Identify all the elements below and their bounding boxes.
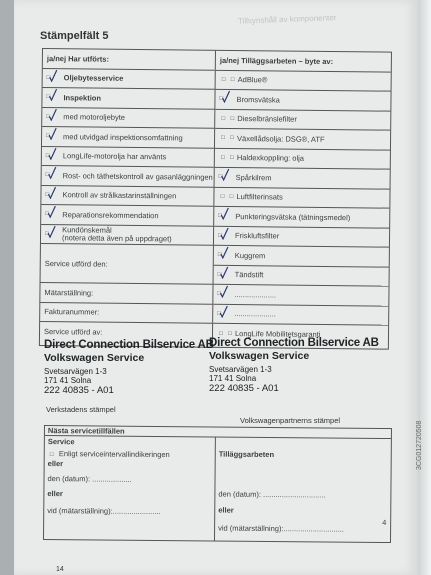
stamp-brand: Volkswagen Service bbox=[209, 350, 310, 363]
extra-date-field[interactable]: den (datum): .............................. bbox=[218, 489, 326, 500]
right-row-timingbelt bbox=[214, 246, 389, 267]
item-label: Haldexkoppling: olja bbox=[236, 153, 305, 163]
tick-mark[interactable]: □ bbox=[218, 249, 232, 261]
item-label: Kundönskemål bbox=[62, 225, 112, 235]
tick-mark[interactable]: □ bbox=[45, 189, 59, 201]
item-label: Växellådsolja: DSG®, ATF bbox=[237, 133, 325, 144]
next-service-box bbox=[43, 425, 392, 543]
right-row-belt bbox=[215, 168, 390, 189]
next-date-field[interactable]: den (datum): ................... bbox=[47, 474, 132, 484]
partner-stamp-right bbox=[209, 337, 379, 395]
right-row-gearbox: □ □ Växellådsolja: DSG®, ATF bbox=[215, 129, 390, 150]
stamp-street: Svetsarvägen 1-3 bbox=[44, 367, 107, 377]
tick-mark[interactable]: □ bbox=[46, 91, 60, 103]
item-label: LongLife-motorolja har använts bbox=[62, 151, 167, 162]
binding-spine bbox=[418, 0, 431, 575]
tick-mark[interactable]: □ bbox=[46, 169, 60, 181]
right-row-diesel: □ □ Dieselbränslefilter bbox=[215, 109, 390, 130]
stamp-city: 171 41 Solna bbox=[44, 376, 92, 386]
tick-mark[interactable]: □ bbox=[218, 269, 232, 281]
page-title: Stämpelfält 5 bbox=[40, 30, 109, 42]
stamp-table bbox=[39, 48, 392, 350]
stamp-brand: Volkswagen Service bbox=[44, 352, 145, 365]
item-note: (notera detta även på uppdraget) bbox=[61, 232, 172, 244]
right-row-brake bbox=[215, 90, 390, 111]
right-row-cabinfilter bbox=[214, 226, 389, 247]
left-row-inspection bbox=[42, 88, 214, 109]
left-row-gas bbox=[42, 166, 214, 187]
tick-mark[interactable]: □ bbox=[46, 130, 60, 142]
next-service-heading: Nästa servicetillfällen bbox=[45, 426, 391, 439]
left-row-longlife bbox=[42, 147, 214, 168]
next-mileage-field[interactable]: vid (mätarställning):....................... bbox=[47, 506, 161, 517]
item-label: Kuggrem bbox=[234, 250, 266, 261]
left-row-repair bbox=[41, 205, 213, 226]
stamp-company: Direct Connection Bilservice AB bbox=[44, 339, 214, 351]
item-label: Punkteringsvätska (tätningsmedel) bbox=[235, 211, 351, 222]
side-code: 3CG012720508 bbox=[416, 420, 423, 470]
or-label: eller bbox=[47, 489, 63, 499]
right-row-airfilter: □ □ Luftfilterinsats bbox=[214, 187, 389, 208]
next-service-label: Service bbox=[47, 437, 75, 447]
tick-mark[interactable]: □ bbox=[47, 72, 61, 84]
extra-mileage-field[interactable]: vid (mätarställning):............................. bbox=[218, 523, 345, 534]
invoice-field[interactable] bbox=[40, 302, 212, 323]
right-row-sealant bbox=[214, 207, 389, 228]
item-label: Reparationsrekommendation bbox=[62, 209, 159, 220]
item-label: Luftfilterinsats bbox=[236, 192, 283, 202]
item-label: Friskluftsfilter bbox=[234, 231, 280, 241]
item-label: Dieselbränslefilter bbox=[237, 114, 297, 124]
or-label: eller bbox=[218, 505, 234, 515]
extra-work-heading: Tilläggsarbeten bbox=[218, 449, 275, 460]
stamp-id: 222 40835 - A01 bbox=[44, 384, 114, 396]
tick-mark[interactable]: □ bbox=[219, 93, 233, 105]
tick-mark[interactable]: □ bbox=[217, 308, 231, 320]
item-label-group bbox=[62, 226, 172, 243]
service-date-field[interactable] bbox=[41, 244, 213, 285]
tick-mark[interactable]: □ bbox=[46, 111, 60, 123]
item-label: med utvidgad inspektionsomfattning bbox=[63, 131, 183, 143]
left-row-headlight bbox=[41, 186, 213, 207]
partner-stamp-label: Volkswagenpartnerns stämpel bbox=[240, 416, 341, 425]
stamp-company: Direct Connection Bilservice AB bbox=[209, 337, 379, 349]
item-label: Tändstift bbox=[234, 270, 264, 280]
item-label: LongLife Mobilitetsgaranti bbox=[234, 329, 321, 340]
tick-mark[interactable]: □ bbox=[218, 210, 232, 222]
item-label: Oljebytesservice bbox=[63, 73, 124, 84]
right-row-sparkplug bbox=[214, 265, 389, 286]
item-label: Bromsvätska bbox=[236, 94, 280, 105]
right-row-haldex: □ □ Haldexkoppling: olja bbox=[215, 148, 390, 169]
tick-mark[interactable]: □ bbox=[217, 288, 231, 300]
left-row-extended bbox=[42, 127, 214, 148]
right-row-adblue: □ □ AdBlue® bbox=[216, 70, 391, 91]
stamp-street: Svetsarvägen 1-3 bbox=[209, 365, 272, 375]
mileage-field[interactable] bbox=[40, 283, 212, 304]
left-row-oil bbox=[43, 69, 215, 90]
page-number: 14 bbox=[56, 566, 64, 573]
tick-mark[interactable]: □ bbox=[218, 230, 232, 242]
right-row-blank1 bbox=[213, 285, 388, 306]
stamp-id: 222 40835 - A01 bbox=[209, 382, 279, 394]
item-label: AdBlue® bbox=[237, 75, 268, 85]
invoice-label: Fakturanummer: bbox=[44, 307, 100, 317]
next-service-divider bbox=[214, 437, 216, 540]
workshop-stamp-left bbox=[44, 339, 214, 397]
service-date-label: Service utförd den: bbox=[44, 258, 108, 269]
tick-mark[interactable]: □ bbox=[219, 171, 233, 183]
item-label: Rost- och täthetskontroll av gasanläggningen bbox=[62, 170, 213, 182]
or-label: eller bbox=[47, 459, 64, 469]
stamp-city: 171 41 Solna bbox=[209, 374, 257, 384]
blank-line[interactable]: .................... bbox=[234, 309, 276, 319]
left-row-oilchange bbox=[42, 108, 214, 129]
right-column-header: ja/nej Tilläggsarbeten – byte av: bbox=[216, 51, 391, 72]
tick-mark[interactable]: □ bbox=[45, 208, 59, 220]
workshop-stamp-label: Verkstadens stämpel bbox=[46, 405, 116, 414]
left-row-customer bbox=[41, 225, 213, 246]
tick-mark[interactable]: □ bbox=[45, 228, 59, 240]
right-row-blank2 bbox=[213, 304, 388, 325]
ghost-heading: Tillsynshåll av komponenter bbox=[237, 13, 337, 26]
item-label: med motoroljebyte bbox=[63, 112, 126, 123]
left-column-header: ja/nej Har utförts: bbox=[43, 49, 215, 70]
interval-option[interactable]: □ Enligt serviceintervallindikeringen bbox=[49, 449, 170, 460]
box-number: 4 bbox=[382, 517, 387, 527]
mileage-label: Mätarställning: bbox=[44, 287, 94, 298]
tick-mark[interactable]: □ bbox=[46, 150, 60, 162]
service-by-label: Service utförd av: bbox=[43, 327, 103, 337]
right-row-guarantee: □ □ LongLife Mobilitetsgaranti bbox=[219, 329, 321, 340]
item-label: Inspektion bbox=[63, 92, 102, 103]
item-label: Kontroll av strålkastarinställningen bbox=[62, 190, 177, 201]
item-label: Spårkilrem bbox=[235, 172, 272, 183]
blank-line[interactable]: .................... bbox=[234, 289, 277, 300]
